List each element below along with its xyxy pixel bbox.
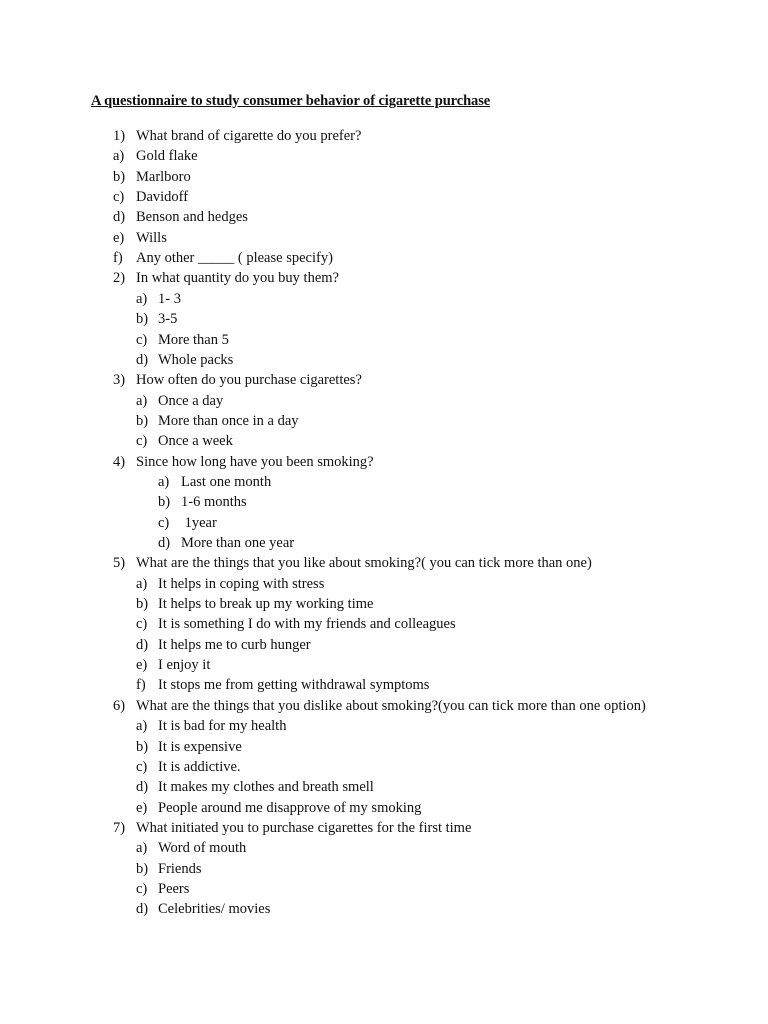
question-7-option-marker: c) <box>136 880 148 897</box>
question-5-option-text: It helps to break up my working time <box>158 596 374 613</box>
question-5-option-text: It stops me from getting withdrawal symptoms <box>158 677 430 694</box>
question-4-option-text: More than one year <box>181 535 295 551</box>
question-4-marker: 4) <box>113 453 126 470</box>
question-7-option-marker: b) <box>136 860 149 877</box>
question-6-option-marker: c) <box>136 758 148 775</box>
question-7-text: What initiated you to purchase cigarettes for the first time <box>136 819 472 836</box>
question-3-option-text: More than once in a day <box>158 412 299 429</box>
question-2-marker: 2) <box>113 270 126 287</box>
question-6-option-text: It makes my clothes and breath smell <box>158 779 374 796</box>
question-3-option-text: Once a week <box>158 433 233 450</box>
question-4-option-marker: b) <box>158 494 171 511</box>
question-4-option-text: 1year <box>181 514 217 531</box>
question-1-option-marker: f) <box>113 250 123 267</box>
question-2-option-text: 3-5 <box>158 311 178 328</box>
question-2-option-text: More than 5 <box>158 331 229 348</box>
question-2-text: In what quantity do you buy them? <box>136 270 339 287</box>
question-3-text: How often do you purchase cigarettes? <box>136 372 362 389</box>
question-2-option-marker: d) <box>136 351 149 368</box>
question-7-option-marker: a) <box>136 840 148 857</box>
question-5-marker: 5) <box>113 555 126 572</box>
question-5-option-marker: d) <box>136 636 149 653</box>
question-5-option-marker: c) <box>136 616 148 633</box>
question-7-option-text: Celebrities/ movies <box>158 901 271 918</box>
question-5-option-text: It helps in coping with stress <box>158 575 325 592</box>
question-7-marker: 7) <box>113 819 126 836</box>
question-4-option-marker: c) <box>158 514 170 531</box>
question-7-option-text: Friends <box>158 860 202 877</box>
question-4-option-text: 1-6 months <box>181 494 247 511</box>
question-3-option-marker: c) <box>136 433 148 450</box>
question-6-option-text: People around me disapprove of my smoking <box>158 799 422 816</box>
question-1-option-marker: b) <box>113 168 126 185</box>
question-1-option-marker: c) <box>113 189 125 206</box>
question-6-text: What are the things that you dislike about smoking?(you can tick more than one option) <box>136 697 646 714</box>
question-1-option-marker: d) <box>113 209 126 226</box>
question-5-option-text: I enjoy it <box>158 657 211 674</box>
question-6-option-marker: b) <box>136 738 149 755</box>
question-1-option-text: Any other _____ ( please specify) <box>136 250 333 267</box>
question-4-text: Since how long have you been smoking? <box>136 453 374 470</box>
question-5-option-text: It helps me to curb hunger <box>158 636 311 653</box>
question-2-option-marker: c) <box>136 331 148 348</box>
question-6-option-text: It is bad for my health <box>158 718 287 735</box>
question-1-option-text: Gold flake <box>136 148 198 165</box>
question-3-option-marker: a) <box>136 392 148 409</box>
question-1-option-text: Benson and hedges <box>136 209 248 226</box>
question-5-option-marker: e) <box>136 657 148 674</box>
question-1-option-text: Davidoff <box>136 189 189 206</box>
question-1-option-text: Wills <box>136 229 167 246</box>
question-4-option-marker: a) <box>158 473 170 490</box>
question-5-option-marker: f) <box>136 677 146 694</box>
question-1-option-marker: e) <box>113 229 125 246</box>
question-6-option-marker: a) <box>136 718 148 735</box>
question-3-option-marker: b) <box>136 412 149 429</box>
question-6-option-marker: e) <box>136 799 148 816</box>
question-3-option-text: Once a day <box>158 392 224 409</box>
page-title: A questionnaire to study consumer behavior of cigarette purchase <box>91 93 491 109</box>
question-5-text: What are the things that you like about smoking?( you can tick more than one) <box>136 555 592 572</box>
question-2-option-marker: a) <box>136 290 148 307</box>
question-6-option-text: It is addictive. <box>158 758 241 775</box>
question-5-option-text: It is something I do with my friends and colleagues <box>158 616 456 633</box>
question-1-marker: 1) <box>113 128 126 144</box>
question-5-option-marker: b) <box>136 596 149 613</box>
question-5-option-marker: a) <box>136 575 148 592</box>
question-3-marker: 3) <box>113 372 126 389</box>
question-2-option-text: Whole packs <box>158 351 234 368</box>
question-6-marker: 6) <box>113 697 126 714</box>
question-2-option-text: 1- 3 <box>158 290 181 307</box>
question-6-option-marker: d) <box>136 779 149 796</box>
question-6-option-text: It is expensive <box>158 738 242 755</box>
question-4-option-text: Last one month <box>181 473 272 490</box>
question-7-option-text: Peers <box>158 880 190 897</box>
question-1-text: What brand of cigarette do you prefer? <box>136 128 362 144</box>
question-4-option-marker: d) <box>158 535 171 551</box>
question-1-option-marker: a) <box>113 148 125 165</box>
question-7-option-text: Word of mouth <box>158 840 247 857</box>
question-7-option-marker: d) <box>136 901 149 918</box>
question-2-option-marker: b) <box>136 311 149 328</box>
question-1-option-text: Marlboro <box>136 168 191 185</box>
